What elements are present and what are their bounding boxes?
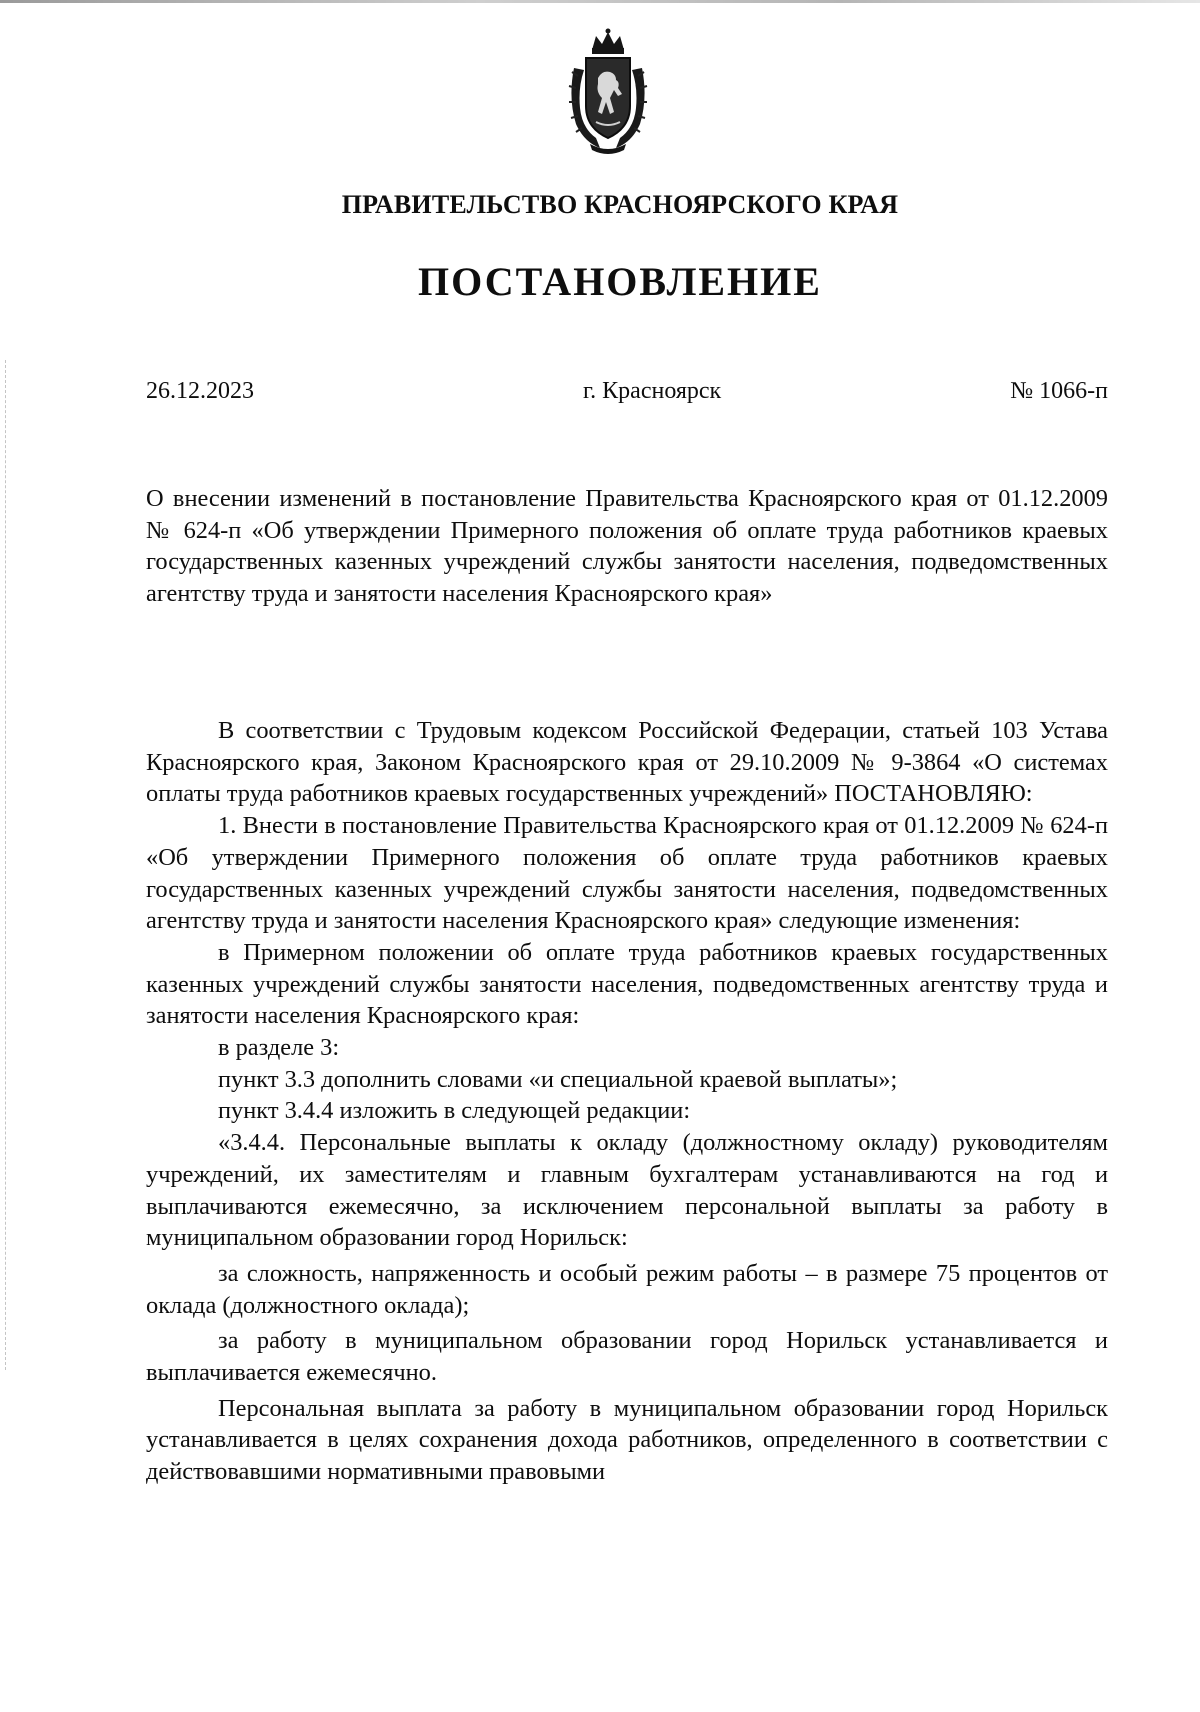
body-paragraph: за сложность, напряженность и особый режим работы – в размере 75 процентов от оклада (должностного оклада); [146, 1259, 1108, 1319]
body-paragraph: 1. Внести в постановление Правительства Красноярского края от 01.12.2009 № 624-п «Об утверждении Примерного положения об оплате труда работников краевых государственных казенных учреждений службы занятости населения, подведомственных агентству труда и занятости населения Красноярского края» следующие изменения: [146, 812, 1108, 935]
scan-top-edge [0, 0, 1200, 3]
body-paragraph: В соответствии с Трудовым кодексом Российской Федерации, статьей 103 Устава Красноярского края, Законом Красноярского края от 29.10.2009 № 9-3864 «О системах оплаты труда работников краевых государственных учреждений» ПОСТАНОВЛЯЮ: [146, 717, 1108, 808]
body-paragraph: за работу в муниципальном образовании город Норильск устанавливается и выплачивается ежемесячно. [146, 1327, 1108, 1387]
document-number: № 1066-п [1010, 378, 1108, 404]
document-type-title: ПОСТАНОВЛЕНИЕ [418, 259, 822, 304]
body-paragraph: в Примерном положении об оплате труда работников краевых государственных казенных учреждений службы занятости населения, подведомственных агентству труда и занятости населения Красноярского края: [146, 938, 1108, 1030]
body-paragraph: пункт 3.4.4 изложить в следующей редакции: [218, 1097, 691, 1125]
body-paragraph: пункт 3.3 дополнить словами «и специальной краевой выплаты»; [218, 1065, 898, 1093]
document-city: г. Красноярск [583, 378, 722, 404]
scan-left-edge [5, 360, 7, 1370]
document-body [146, 715, 1108, 1488]
subject-text: О внесении изменений в постановление Правительства Красноярского края от 01.12.2009 № 624-п «Об утверждении Примерного положения об оплате труда работников краевых государственных казенных учреждений службы занятости населения, подведомственных агентству труда и занятости населения Красноярского края» [146, 485, 1108, 608]
document-date: 26.12.2023 [146, 378, 254, 404]
document-subject [146, 483, 1108, 610]
body-paragraph: в разделе 3: [218, 1034, 340, 1062]
document-meta-row [146, 378, 1108, 405]
organization-name: ПРАВИТЕЛЬСТВО КРАСНОЯРСКОГО КРАЯ [341, 190, 899, 219]
coat-of-arms-icon [566, 28, 650, 156]
body-paragraph: Персональная выплата за работу в муниципальном образовании город Норильск устанавливается в целях сохранения дохода работников, определенного в соответствии с действовавшими нормативными правовыми [146, 1394, 1108, 1486]
body-paragraph: «3.4.4. Персональные выплаты к окладу (должностному окладу) руководителям учреждений, их заместителям и главным бухгалтерам устанавливаются на год и выплачиваются ежемесячно, за исключением персональной выплаты за работу в муниципальном образовании город Норильск: [146, 1129, 1108, 1252]
